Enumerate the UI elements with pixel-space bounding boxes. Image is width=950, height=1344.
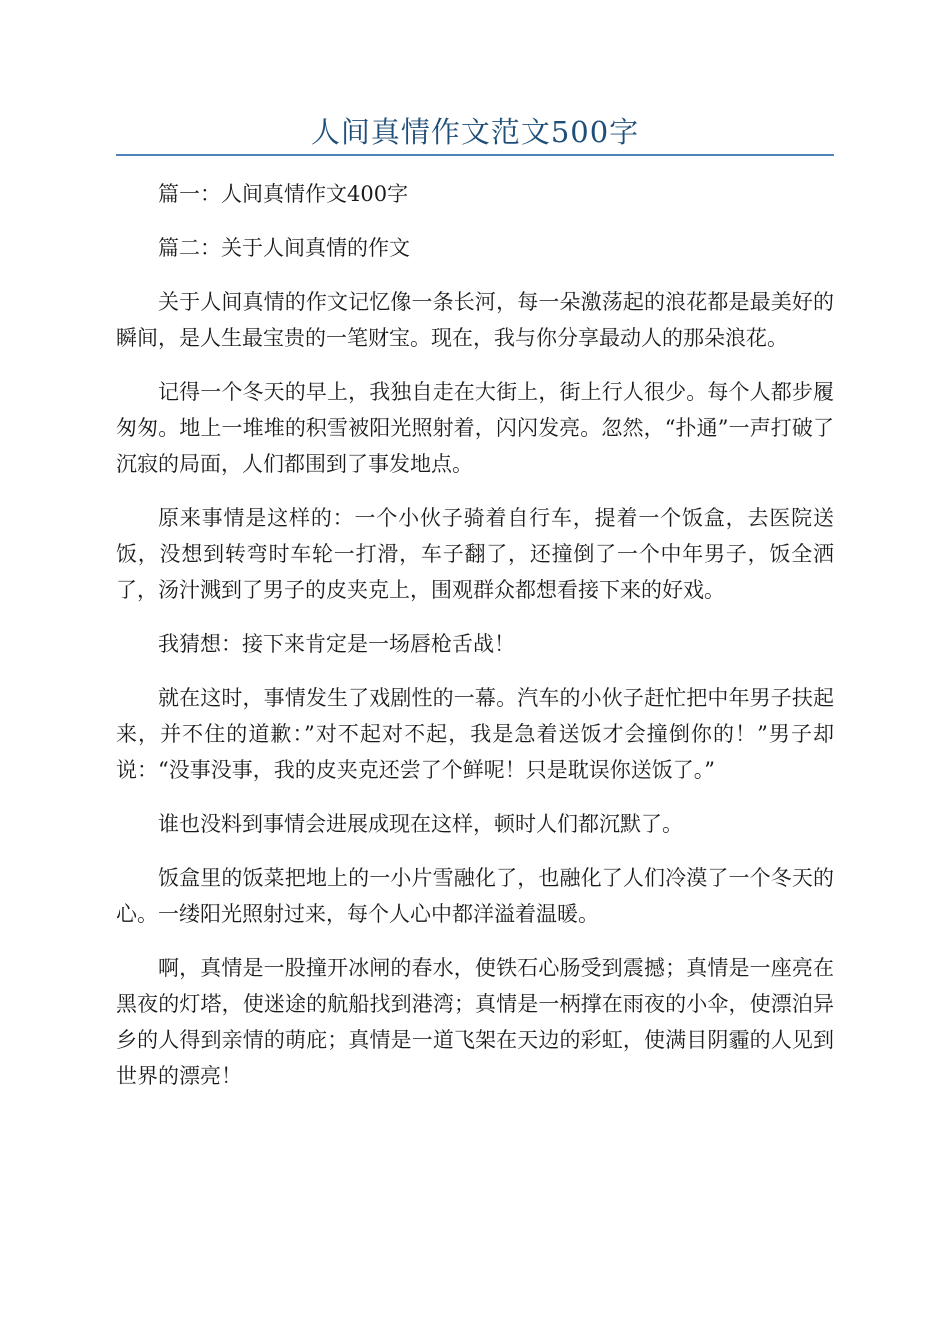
page-title: 人间真情作文范文500字: [310, 115, 640, 149]
document-body: [116, 176, 834, 1112]
paragraph: 记得一个冬天的早上，我独自走在大街上，街上行人很少。每个人都步履匆匆。地上一堆堆的积雪被阳光照射着，闪闪发亮。忽然，“扑通”一声打破了沉寂的局面，人们都围到了事发地点。: [116, 380, 834, 476]
paragraph: 就在这时，事情发生了戏剧性的一幕。汽车的小伙子赶忙把中年男子扶起来，并不住的道歉：”对不起对不起，我是急着送饭才会撞倒你的！”男子却说：“没事没事，我的皮夹克还尝了个鲜呢！只是耽误你送饭了。”: [116, 686, 834, 782]
paragraph: 我猜想：接下来肯定是一场唇枪舌战！: [158, 632, 515, 656]
paragraph: 谁也没料到事情会进展成现在这样，顿时人们都沉默了。: [158, 812, 683, 836]
paragraph: 饭盒里的饭菜把地上的一小片雪融化了，也融化了人们冷漠了一个冬天的心。一缕阳光照射过来，每个人心中都洋溢着温暖。: [116, 866, 834, 926]
paragraph: 啊，真情是一股撞开冰闸的春水，使铁石心肠受到震撼；真情是一座亮在黑夜的灯塔，使迷途的航船找到港湾；真情是一柄撑在雨夜的小伞，使漂泊异乡的人得到亲情的萌庇；真情是一道飞架在天边的彩虹，使满目阴霾的人见到世界的漂亮！: [116, 956, 834, 1088]
toc-item: 篇一：人间真情作文400字: [158, 182, 409, 206]
toc-item: 篇二：关于人间真情的作文: [158, 236, 410, 260]
paragraph: 原来事情是这样的：一个小伙子骑着自行车，提着一个饭盒，去医院送饭，没想到转弯时车轮一打滑，车子翻了，还撞倒了一个中年男子，饭全洒了，汤汁溅到了男子的皮夹克上，围观群众都想看接下来的好戏。: [116, 506, 834, 602]
title-divider: [116, 154, 834, 156]
paragraph: 关于人间真情的作文记忆像一条长河，每一朵激荡起的浪花都是最美好的瞬间，是人生最宝贵的一笔财宝。现在，我与你分享最动人的那朵浪花。: [116, 290, 834, 350]
